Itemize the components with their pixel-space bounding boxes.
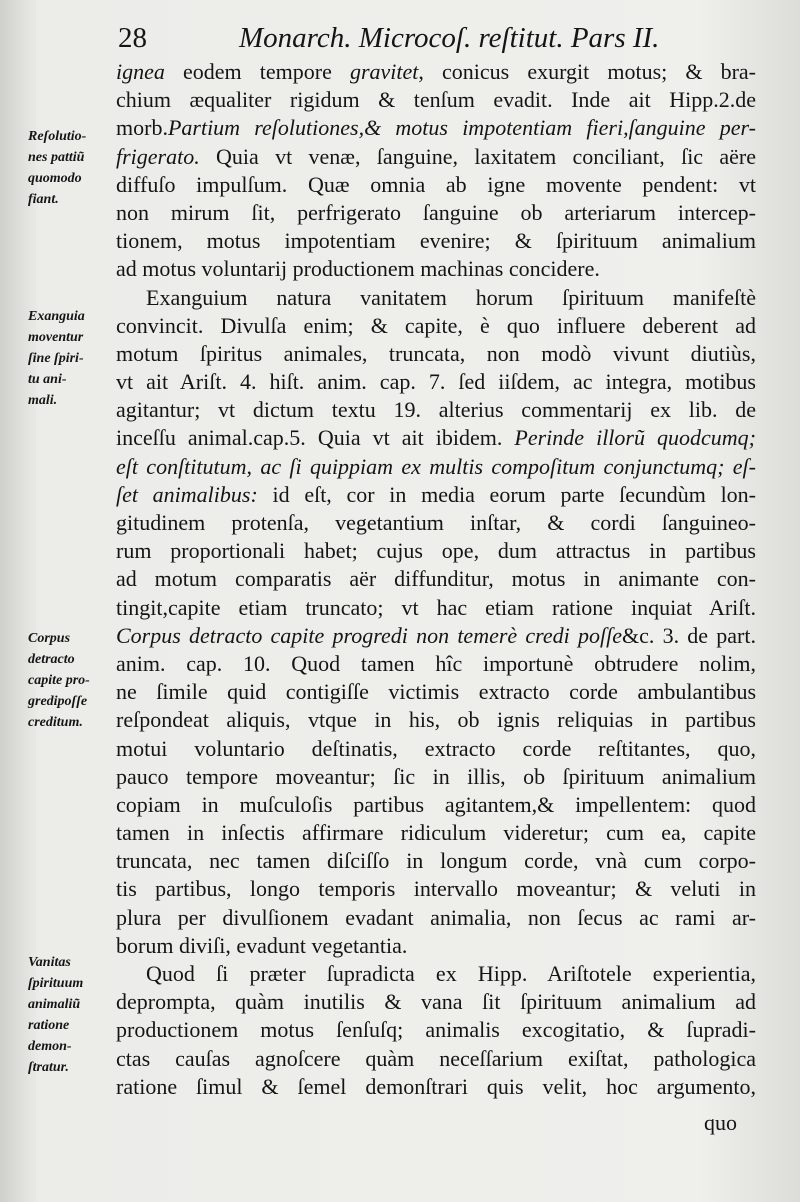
text-segment: Quia vt venæ, ſanguine, laxitatem conciliant, ſic aëre	[199, 143, 756, 169]
margin-note-line: ſtratur.	[28, 1060, 69, 1075]
text-line	[116, 904, 756, 932]
text-segment: morb.	[116, 115, 168, 141]
text-line	[116, 227, 756, 255]
text-line	[116, 86, 756, 114]
margin-note-line: nes pattiũ	[28, 150, 85, 165]
text-segment: ad motum comparatis aër diffunditur, motus in animante con-	[116, 566, 756, 592]
text-line	[116, 932, 756, 960]
margin-note-line: fiant.	[28, 192, 59, 207]
text-segment: borum diviſi, evadunt vegetantia.	[116, 932, 408, 958]
text-segment: vt ait Ariſt. 4. hiſt. anim. cap. 7. ſed iiſdem, ac integra, motibus	[116, 369, 756, 395]
text-line	[116, 763, 756, 791]
text-line	[116, 650, 756, 678]
text-segment: pauco tempore moveantur; ſic in illis, ob ſpirituum animalium	[116, 763, 756, 789]
margin-note-resolutiones	[28, 126, 114, 210]
margin-note-line: Exanguia	[28, 309, 85, 324]
text-line	[116, 537, 756, 565]
text-segment: ctas cauſas agnoſcere quàm neceſſarium exiſtat, pathologica	[116, 1045, 756, 1071]
page-number: 28	[118, 22, 147, 54]
text-line	[116, 594, 756, 622]
text-line	[116, 1073, 756, 1101]
margin-note-line: gredipoſſe	[28, 694, 88, 709]
text-line	[116, 1016, 756, 1044]
margin-note-line: demon-	[28, 1039, 72, 1054]
margin-note-line: capite pro-	[28, 673, 90, 688]
margin-note-line: ratione	[28, 1018, 70, 1033]
margin-note-line: ſine ſpiri-	[28, 351, 84, 366]
text-segment: chium æqualiter rigidum & tenſum evadit. Inde ait Hipp.2.de	[116, 87, 756, 113]
text-segment: convincit. Divulſa enim; & capite, è quo influere deberent ad	[116, 312, 756, 338]
text-segment: &c. 3. de part.	[622, 622, 756, 648]
margin-note-line: animaliũ	[28, 997, 81, 1012]
margin-note-corpus-detracto	[28, 628, 114, 733]
italic-text: Corpus detracto capite progredi non temerè credi poſſe	[116, 622, 622, 648]
margin-note-line: Vanitas	[28, 955, 71, 970]
text-segment: agitantur; vt dictum textu 19. alterius commentarij ex lib. de	[116, 397, 756, 423]
italic-text: Partium reſolutiones,& motus impotentiam fieri,ſanguine per-	[167, 115, 756, 141]
margin-note-line: detracto	[28, 652, 75, 667]
body-text	[116, 58, 756, 1101]
margin-note-line: moventur	[28, 330, 84, 345]
text-line	[116, 791, 756, 819]
text-segment: reſpondeat aliquis, vtque in his, ob ignis reliquias in partibus	[116, 707, 756, 733]
italic-text: frigerato.	[116, 143, 200, 169]
text-segment: Exanguium natura vanitatem horum ſpirituum manifeſtè	[146, 284, 756, 310]
text-line	[116, 424, 756, 452]
text-segment: id eſt, cor in media eorum parte ſecundùm lon-	[257, 481, 756, 507]
italic-text: ignea	[116, 59, 165, 84]
page-header	[118, 18, 758, 58]
text-segment: , conicus exurgit motus; & bra-	[418, 59, 756, 84]
text-line	[116, 678, 756, 706]
text-line	[116, 565, 756, 593]
text-segment: inceſſu animal.cap.5. Quia vt ait ibidem.	[116, 425, 515, 451]
margin-note-line: Corpus	[28, 631, 71, 646]
margin-note-line: Reſolutio-	[28, 129, 87, 144]
text-line	[116, 453, 756, 481]
text-line	[116, 509, 756, 537]
margin-note-line: mali.	[28, 393, 58, 408]
italic-text: Perinde illorũ quodcumq;	[514, 425, 756, 451]
text-line	[116, 143, 756, 171]
text-line	[116, 988, 756, 1016]
text-line	[116, 396, 756, 424]
text-segment: rum proportionali habet; cujus ope, dum attractus in partibus	[116, 538, 756, 564]
text-segment: truncata, nec tamen diſciſſo in longum corde, vnà cum corpo-	[116, 848, 756, 874]
text-line	[116, 735, 756, 763]
text-line	[116, 255, 756, 283]
margin-note-line: creditum.	[28, 715, 83, 730]
margin-note-line: quomodo	[28, 171, 82, 186]
italic-text: eſt conſtitutum, ac ſi quippiam ex multis compoſitum conjunctumq; eſ-	[116, 453, 756, 479]
text-line	[116, 114, 756, 142]
text-segment: non mirum ſit, perfrigerato ſanguine ob arteriarum intercep-	[116, 199, 756, 225]
margin-note-line: ſpirituum	[28, 976, 84, 991]
text-line	[116, 819, 756, 847]
margin-note-vanitas	[28, 952, 114, 1078]
running-title: Monarch. Microcoſ. reſtitut. Pars II.	[239, 22, 660, 54]
text-segment: anim. cap. 10. Quod tamen hîc importunè obtrudere nolim,	[116, 650, 756, 676]
text-line	[116, 847, 756, 875]
text-line	[116, 875, 756, 903]
text-line	[116, 622, 756, 650]
text-segment: tis partibus, longo temporis intervallo moveantur; & veluti in	[116, 876, 756, 902]
text-line	[116, 284, 756, 312]
text-segment: Quod ſi præter ſupradicta ex Hipp. Ariſtotele experientia,	[146, 961, 756, 986]
text-line	[116, 960, 756, 988]
text-segment: diffuſo impulſum. Quæ omnia ab igne movente pendent: vt	[116, 171, 756, 197]
text-line	[116, 312, 756, 340]
text-line	[116, 199, 756, 227]
text-line	[116, 1045, 756, 1073]
text-segment: productionem motus ſenſuſq; animalis excogitatio, & ſupradi-	[116, 1017, 756, 1043]
text-line	[116, 368, 756, 396]
margin-note-exanguia	[28, 306, 114, 411]
italic-text: gravitet	[349, 59, 419, 84]
text-segment: motum ſpiritus animales, truncata, non modò vivunt diutiùs,	[116, 340, 756, 366]
text-segment: eodem tempore	[164, 59, 350, 84]
text-line	[116, 58, 756, 86]
text-segment: ne ſimile quid contigiſſe victimis extracto corde ambulantibus	[116, 679, 756, 705]
text-line	[116, 340, 756, 368]
text-segment: gitudinem protenſa, vegetantium inſtar, & cordi ſanguineo-	[116, 510, 756, 535]
text-segment: motui voluntario deſtinatis, extracto corde reſtitantes, quo,	[116, 735, 756, 761]
text-line	[116, 706, 756, 734]
text-line	[116, 481, 756, 509]
catchword: quo	[704, 1110, 737, 1135]
text-segment: tionem, motus impotentiam evenire; & ſpirituum animalium	[116, 228, 756, 254]
text-segment: plura per divulſionem evadant animalia, non ſecus ac rami ar-	[116, 904, 756, 930]
text-segment: ratione ſimul & ſemel demonſtrari quis velit, hoc argumento,	[116, 1073, 756, 1099]
text-segment: ad motus voluntarij productionem machinas concidere.	[116, 256, 600, 282]
text-segment: deprompta, quàm inutilis & vana ſit ſpirituum animalium ad	[116, 989, 756, 1015]
margin-note-line: tu ani-	[28, 372, 67, 387]
italic-text: ſet animalibus:	[116, 481, 258, 507]
text-segment: copiam in muſculoſis partibus agitantem,& impellentem: quod	[116, 791, 756, 817]
text-segment: tingit,capite etiam truncato; vt hac etiam ratione inquiat Ariſt.	[116, 594, 756, 620]
text-line	[116, 171, 756, 199]
text-segment: tamen in inſectis affirmare ridiculum videretur; cum ea, capite	[116, 820, 756, 846]
